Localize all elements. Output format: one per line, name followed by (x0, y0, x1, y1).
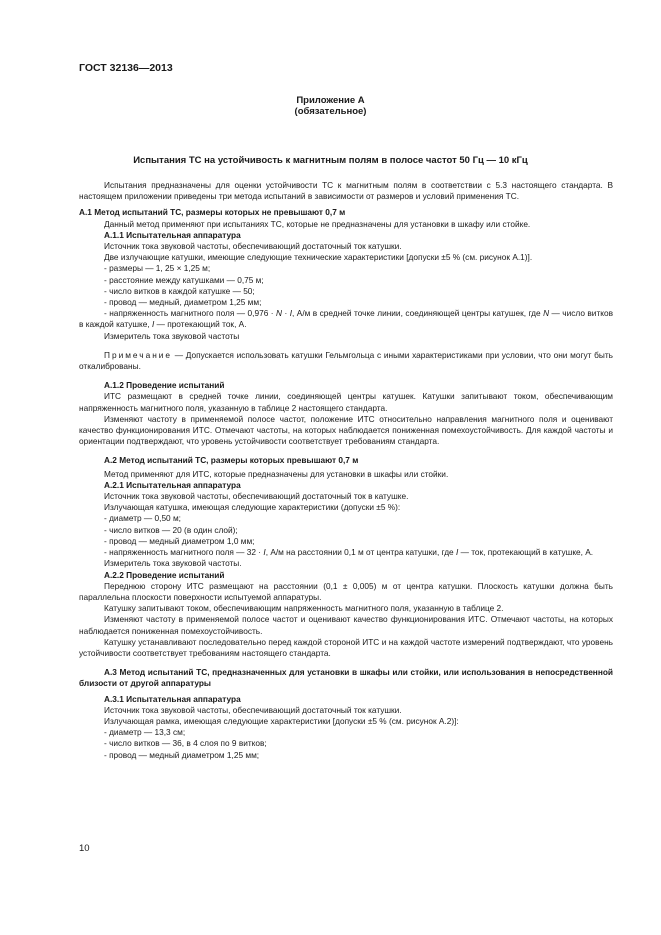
a21-item: - число витков — 20 (в один слой); (104, 524, 238, 535)
a31-frame: Излучающая рамка, имеющая следующие характеристики [допуски ±5 % (см. рисунок А.2)]: (104, 715, 459, 726)
a11-field-strength: - напряженность магнитного поля — 0,976 · N · I, А/м в средней точке линии, соединяющей центры катушек, где N — число витков в каждой катушке, I — протекающий ток, А. (79, 308, 613, 330)
section-a12-heading: А.1.2 Проведение испытаний (104, 380, 225, 391)
a21-meter: Измеритель тока звуковой частоты. (104, 558, 242, 569)
a21-source: Источник тока звуковой частоты, обеспечивающий достаточный ток в катушке. (104, 491, 409, 502)
a11-coils: Две излучающие катушки, имеющие следующие технические характеристики [допуски ±5 % (см. рисунок А.1)]. (104, 252, 533, 263)
a11-item: - расстояние между катушками — 0,75 м; (104, 274, 264, 285)
a31-item: - провод — медный диаметром 1,25 мм; (104, 749, 260, 760)
a21-item: - провод — медный диаметром 1,0 мм; (104, 535, 255, 546)
a22-paragraph: Переднюю сторону ИТС размещают на расстоянии (0,1 ± 0,005) м от центра катушки. Плоскость катушки должна быть параллельна плоскости поверхности испытуемой аппаратуры. (79, 580, 613, 602)
a21-field-strength: - напряженность магнитного поля — 32 · I, А/м на расстоянии 0,1 м от центра катушки, где I — ток, протекающий в катушке, А. (104, 547, 594, 558)
a21-coil: Излучающая катушка, имеющая следующие характеристики (допуски ±5 %): (104, 502, 401, 513)
appendix-title: Приложение А (296, 95, 365, 106)
a12-paragraph: ИТС размещают в средней точке линии, соединяющей центры катушек. Катушки запитывают током, обеспечивающим напряженность магнитного поля, указанную в таблице 2 настоящего стандарта. (79, 391, 613, 413)
a31-item: - диаметр — 13,3 см; (104, 727, 186, 738)
section-a22-heading: А.2.2 Проведение испытаний (104, 569, 225, 580)
intro-paragraph: Испытания предназначены для оценки устойчивости ТС к магнитным полям в соответствии с 5.3 настоящего стандарта. В настоящем приложении приведены три метода испытаний в зависимости от размеров и условий применения ТС. (79, 180, 613, 202)
section-a21-heading: А.2.1 Испытательная аппаратура (104, 479, 241, 490)
a11-item: - число витков в каждой катушке — 50; (104, 285, 255, 296)
section-a2-text: Метод применяют для ИТС, которые предназначены для установки в шкафы или стойки. (104, 468, 449, 479)
note-keyword: Примечание (104, 349, 173, 360)
standard-header: ГОСТ 32136—2013 (79, 62, 173, 74)
a11-note: Примечание — Допускается использовать катушки Гельмгольца с иными характеристиками при условии, что они могут быть откалиброваны. (79, 349, 613, 372)
main-title: Испытания ТС на устойчивость к магнитным полям в полосе частот 50 Гц — 10 кГц (133, 155, 528, 166)
a11-meter: Измеритель тока звуковой частоты (104, 330, 240, 341)
a31-source: Источник тока звуковой частоты, обеспечивающий достаточный ток катушки. (104, 704, 402, 715)
a22-paragraph: Изменяют частоту в применяемой полосе частот и оценивают качество функционирования ИТС. Отмечают частоты, на которых наблюдается пониженная помехоустойчивость. (79, 614, 613, 636)
a22-paragraph: Катушку устанавливают последовательно перед каждой стороной ИТС и на каждой частоте измерений подтверждают, что уровень устойчивости соответствует требованиям настоящего стандарта. (79, 636, 613, 658)
section-a31-heading: А.3.1 Испытательная аппаратура (104, 693, 241, 704)
a22-paragraph: Катушку запитывают током, обеспечивающим напряженность магнитного поля, указанную в таблице 2. (104, 603, 504, 614)
a21-item: - диаметр — 0,50 м; (104, 513, 181, 524)
a31-item: - число витков — 36, в 4 слоя по 9 витков; (104, 738, 267, 749)
section-a1-heading: А.1 Метод испытаний ТС, размеры которых не превышают 0,7 м (79, 207, 346, 218)
document-body (79, 180, 613, 761)
a12-paragraph: Изменяют частоту в применяемой полосе частот, положение ИТС относительно направления магнитного поля и оценивают качество функционирования ИТС. Отмечают частоты, на которых наблюдается пониженная помехоустойчивость. Для каждой частоты и ориентации подтверждают, что уровень устойчивости соответствует требованиям стандарта. (79, 413, 613, 447)
a11-item: - размеры — 1, 25 × 1,25 м; (104, 263, 211, 274)
section-a2-heading: А.2 Метод испытаний ТС, размеры которых превышают 0,7 м (104, 455, 359, 466)
a11-item: - провод — медный, диаметром 1,25 мм; (104, 297, 262, 308)
appendix-subtitle: (обязательное) (294, 106, 367, 117)
section-a11-heading: А.1.1 Испытательная аппаратура (104, 229, 241, 240)
section-a3-heading: А.3 Метод испытаний ТС, предназначенных для установки в шкафы или стойки, или использования в непосредственной близости от другой аппаратуры (79, 667, 613, 689)
section-a1-text: Данный метод применяют при испытаниях ТС, которые не предназначены для установки в шкафу или стойке. (104, 218, 531, 229)
page-number: 10 (79, 843, 90, 854)
a11-source: Источник тока звуковой частоты, обеспечивающий достаточный ток катушки. (104, 241, 402, 252)
